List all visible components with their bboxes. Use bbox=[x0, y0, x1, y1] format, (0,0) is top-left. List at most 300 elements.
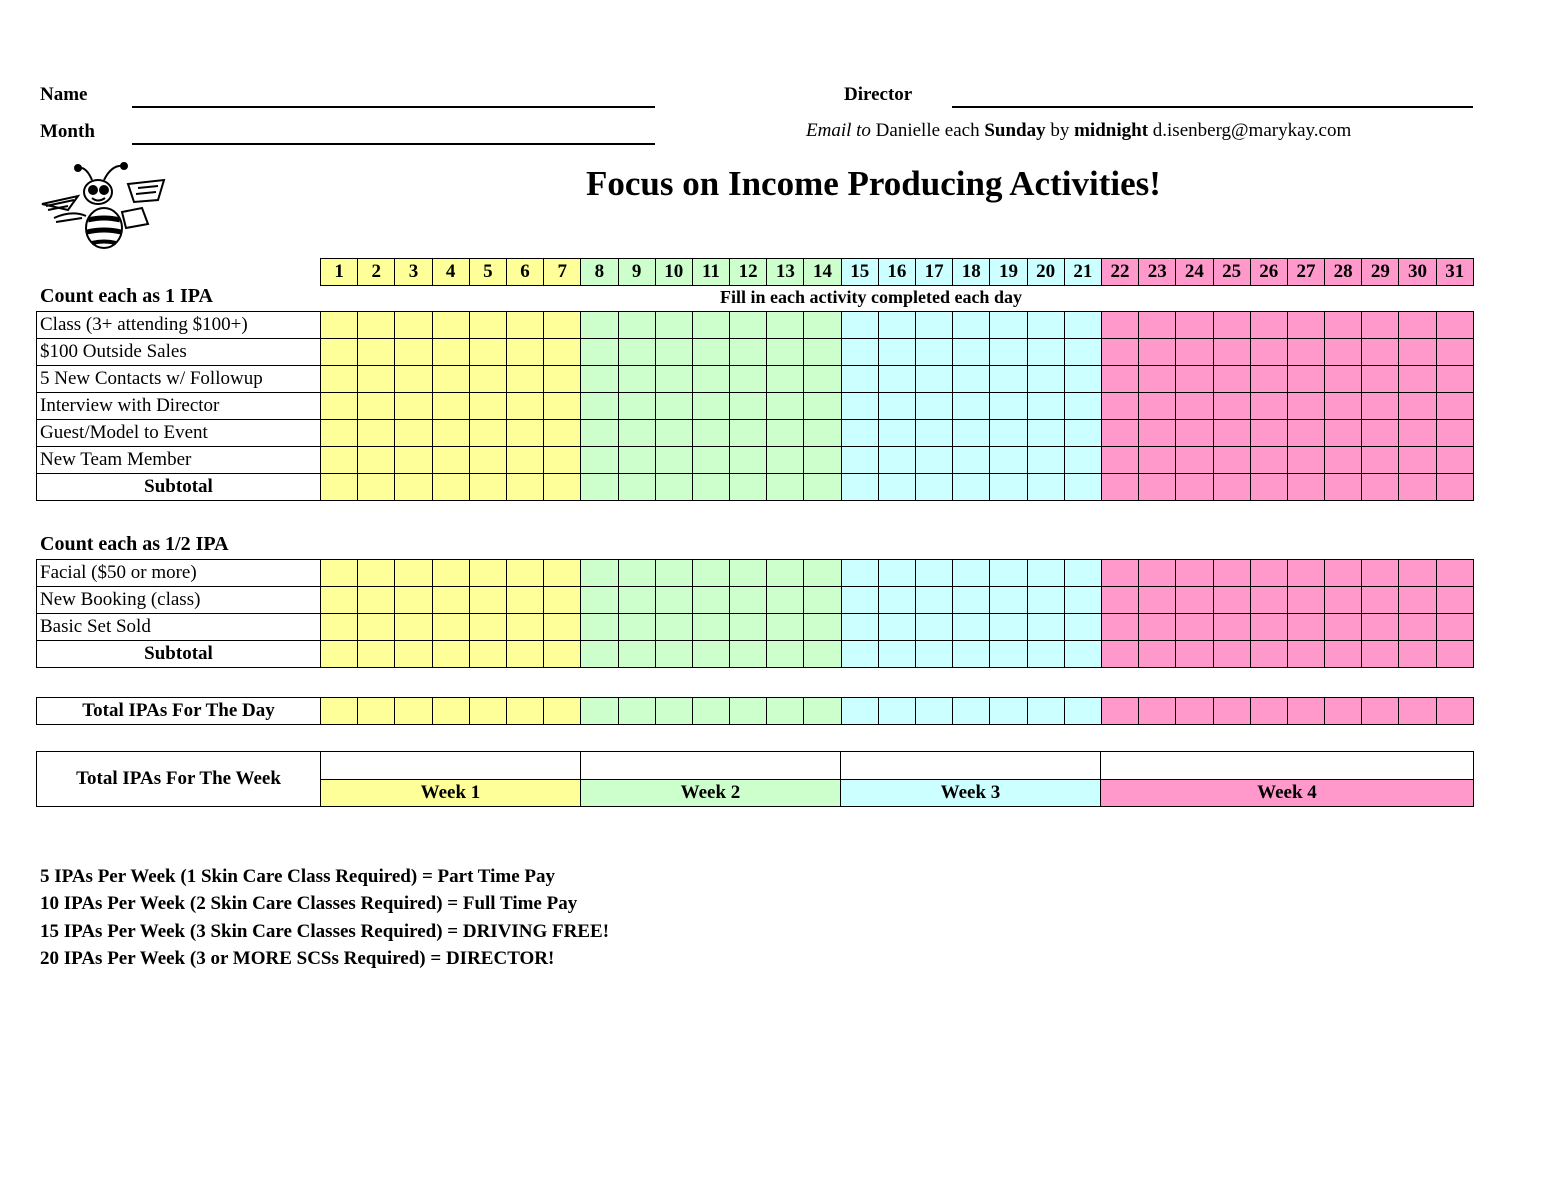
entry-cell[interactable] bbox=[1287, 614, 1324, 641]
entry-cell[interactable] bbox=[953, 312, 990, 339]
entry-cell[interactable] bbox=[1436, 587, 1473, 614]
entry-cell[interactable] bbox=[1362, 641, 1399, 668]
entry-cell[interactable] bbox=[655, 420, 692, 447]
entry-cell[interactable] bbox=[432, 587, 469, 614]
entry-cell[interactable] bbox=[692, 698, 729, 725]
entry-cell[interactable] bbox=[730, 560, 767, 587]
entry-cell[interactable] bbox=[1176, 339, 1213, 366]
entry-cell[interactable] bbox=[358, 698, 395, 725]
entry-cell[interactable] bbox=[432, 560, 469, 587]
entry-cell[interactable] bbox=[730, 614, 767, 641]
entry-cell[interactable] bbox=[767, 614, 804, 641]
entry-cell[interactable] bbox=[1101, 312, 1138, 339]
entry-cell[interactable] bbox=[878, 447, 915, 474]
entry-cell[interactable] bbox=[1139, 447, 1176, 474]
entry-cell[interactable] bbox=[804, 560, 841, 587]
entry-cell[interactable] bbox=[544, 393, 581, 420]
entry-cell[interactable] bbox=[1064, 312, 1101, 339]
entry-cell[interactable] bbox=[618, 560, 655, 587]
entry-cell[interactable] bbox=[804, 698, 841, 725]
entry-cell[interactable] bbox=[1250, 641, 1287, 668]
entry-cell[interactable] bbox=[953, 587, 990, 614]
entry-cell[interactable] bbox=[1250, 420, 1287, 447]
entry-cell[interactable] bbox=[1362, 339, 1399, 366]
entry-cell[interactable] bbox=[1101, 393, 1138, 420]
entry-cell[interactable] bbox=[990, 339, 1027, 366]
entry-cell[interactable] bbox=[1436, 641, 1473, 668]
entry-cell[interactable] bbox=[1139, 560, 1176, 587]
entry-cell[interactable] bbox=[730, 339, 767, 366]
entry-cell[interactable] bbox=[395, 698, 432, 725]
entry-cell[interactable] bbox=[1139, 393, 1176, 420]
director-field-line[interactable] bbox=[952, 106, 1473, 108]
entry-cell[interactable] bbox=[1325, 641, 1362, 668]
entry-cell[interactable] bbox=[655, 366, 692, 393]
entry-cell[interactable] bbox=[432, 366, 469, 393]
entry-cell[interactable] bbox=[1325, 312, 1362, 339]
entry-cell[interactable] bbox=[767, 339, 804, 366]
entry-cell[interactable] bbox=[544, 339, 581, 366]
entry-cell[interactable] bbox=[916, 339, 953, 366]
entry-cell[interactable] bbox=[1287, 312, 1324, 339]
entry-cell[interactable] bbox=[1287, 447, 1324, 474]
entry-cell[interactable] bbox=[581, 587, 618, 614]
entry-cell[interactable] bbox=[841, 393, 878, 420]
entry-cell[interactable] bbox=[1213, 560, 1250, 587]
entry-cell[interactable] bbox=[1362, 474, 1399, 501]
entry-cell[interactable] bbox=[730, 312, 767, 339]
entry-cell[interactable] bbox=[767, 641, 804, 668]
entry-cell[interactable] bbox=[655, 587, 692, 614]
entry-cell[interactable] bbox=[1325, 366, 1362, 393]
entry-cell[interactable] bbox=[1399, 560, 1436, 587]
entry-cell[interactable] bbox=[953, 393, 990, 420]
entry-cell[interactable] bbox=[321, 614, 358, 641]
entry-cell[interactable] bbox=[1064, 641, 1101, 668]
entry-cell[interactable] bbox=[358, 614, 395, 641]
entry-cell[interactable] bbox=[953, 560, 990, 587]
entry-cell[interactable] bbox=[916, 420, 953, 447]
entry-cell[interactable] bbox=[469, 587, 506, 614]
entry-cell[interactable] bbox=[1325, 698, 1362, 725]
entry-cell[interactable] bbox=[358, 587, 395, 614]
entry-cell[interactable] bbox=[1176, 393, 1213, 420]
entry-cell[interactable] bbox=[692, 312, 729, 339]
entry-cell[interactable] bbox=[1027, 339, 1064, 366]
entry-cell[interactable] bbox=[1064, 339, 1101, 366]
entry-cell[interactable] bbox=[469, 312, 506, 339]
entry-cell[interactable] bbox=[1027, 474, 1064, 501]
week3-total-cell[interactable] bbox=[841, 752, 1101, 780]
entry-cell[interactable] bbox=[990, 393, 1027, 420]
entry-cell[interactable] bbox=[1287, 641, 1324, 668]
entry-cell[interactable] bbox=[916, 587, 953, 614]
entry-cell[interactable] bbox=[953, 698, 990, 725]
entry-cell[interactable] bbox=[581, 641, 618, 668]
entry-cell[interactable] bbox=[1287, 393, 1324, 420]
entry-cell[interactable] bbox=[1325, 339, 1362, 366]
entry-cell[interactable] bbox=[395, 366, 432, 393]
week4-total-cell[interactable] bbox=[1101, 752, 1474, 780]
entry-cell[interactable] bbox=[1362, 420, 1399, 447]
entry-cell[interactable] bbox=[1064, 420, 1101, 447]
entry-cell[interactable] bbox=[1399, 447, 1436, 474]
entry-cell[interactable] bbox=[1436, 420, 1473, 447]
entry-cell[interactable] bbox=[655, 447, 692, 474]
entry-cell[interactable] bbox=[321, 698, 358, 725]
entry-cell[interactable] bbox=[878, 614, 915, 641]
entry-cell[interactable] bbox=[655, 474, 692, 501]
entry-cell[interactable] bbox=[804, 393, 841, 420]
entry-cell[interactable] bbox=[692, 447, 729, 474]
entry-cell[interactable] bbox=[1250, 698, 1287, 725]
entry-cell[interactable] bbox=[506, 393, 543, 420]
entry-cell[interactable] bbox=[767, 560, 804, 587]
entry-cell[interactable] bbox=[878, 560, 915, 587]
entry-cell[interactable] bbox=[1436, 312, 1473, 339]
entry-cell[interactable] bbox=[1325, 474, 1362, 501]
entry-cell[interactable] bbox=[916, 393, 953, 420]
entry-cell[interactable] bbox=[544, 312, 581, 339]
entry-cell[interactable] bbox=[953, 420, 990, 447]
entry-cell[interactable] bbox=[395, 339, 432, 366]
entry-cell[interactable] bbox=[1362, 587, 1399, 614]
entry-cell[interactable] bbox=[432, 698, 469, 725]
entry-cell[interactable] bbox=[1287, 366, 1324, 393]
entry-cell[interactable] bbox=[878, 393, 915, 420]
entry-cell[interactable] bbox=[1101, 641, 1138, 668]
entry-cell[interactable] bbox=[767, 474, 804, 501]
entry-cell[interactable] bbox=[544, 587, 581, 614]
entry-cell[interactable] bbox=[358, 447, 395, 474]
entry-cell[interactable] bbox=[730, 420, 767, 447]
entry-cell[interactable] bbox=[1436, 560, 1473, 587]
entry-cell[interactable] bbox=[1139, 698, 1176, 725]
entry-cell[interactable] bbox=[1139, 339, 1176, 366]
entry-cell[interactable] bbox=[1176, 447, 1213, 474]
entry-cell[interactable] bbox=[581, 614, 618, 641]
entry-cell[interactable] bbox=[1027, 560, 1064, 587]
entry-cell[interactable] bbox=[1399, 587, 1436, 614]
entry-cell[interactable] bbox=[1064, 447, 1101, 474]
entry-cell[interactable] bbox=[432, 420, 469, 447]
entry-cell[interactable] bbox=[730, 698, 767, 725]
entry-cell[interactable] bbox=[841, 614, 878, 641]
entry-cell[interactable] bbox=[506, 474, 543, 501]
entry-cell[interactable] bbox=[506, 339, 543, 366]
entry-cell[interactable] bbox=[469, 641, 506, 668]
entry-cell[interactable] bbox=[655, 393, 692, 420]
entry-cell[interactable] bbox=[1325, 587, 1362, 614]
entry-cell[interactable] bbox=[321, 420, 358, 447]
entry-cell[interactable] bbox=[1101, 339, 1138, 366]
entry-cell[interactable] bbox=[581, 312, 618, 339]
entry-cell[interactable] bbox=[395, 614, 432, 641]
entry-cell[interactable] bbox=[618, 698, 655, 725]
entry-cell[interactable] bbox=[581, 447, 618, 474]
entry-cell[interactable] bbox=[1325, 614, 1362, 641]
entry-cell[interactable] bbox=[953, 447, 990, 474]
entry-cell[interactable] bbox=[544, 420, 581, 447]
month-field-line[interactable] bbox=[132, 143, 655, 145]
entry-cell[interactable] bbox=[395, 447, 432, 474]
entry-cell[interactable] bbox=[469, 393, 506, 420]
entry-cell[interactable] bbox=[804, 614, 841, 641]
entry-cell[interactable] bbox=[618, 614, 655, 641]
entry-cell[interactable] bbox=[804, 641, 841, 668]
entry-cell[interactable] bbox=[1139, 474, 1176, 501]
entry-cell[interactable] bbox=[1101, 474, 1138, 501]
entry-cell[interactable] bbox=[581, 698, 618, 725]
entry-cell[interactable] bbox=[1101, 366, 1138, 393]
entry-cell[interactable] bbox=[1213, 587, 1250, 614]
entry-cell[interactable] bbox=[358, 312, 395, 339]
entry-cell[interactable] bbox=[358, 560, 395, 587]
entry-cell[interactable] bbox=[730, 641, 767, 668]
entry-cell[interactable] bbox=[358, 641, 395, 668]
entry-cell[interactable] bbox=[1250, 474, 1287, 501]
entry-cell[interactable] bbox=[953, 614, 990, 641]
entry-cell[interactable] bbox=[990, 447, 1027, 474]
entry-cell[interactable] bbox=[321, 339, 358, 366]
entry-cell[interactable] bbox=[1213, 312, 1250, 339]
entry-cell[interactable] bbox=[878, 312, 915, 339]
entry-cell[interactable] bbox=[469, 698, 506, 725]
entry-cell[interactable] bbox=[692, 393, 729, 420]
entry-cell[interactable] bbox=[953, 474, 990, 501]
entry-cell[interactable] bbox=[618, 393, 655, 420]
entry-cell[interactable] bbox=[469, 474, 506, 501]
entry-cell[interactable] bbox=[1250, 366, 1287, 393]
entry-cell[interactable] bbox=[1362, 312, 1399, 339]
entry-cell[interactable] bbox=[1250, 614, 1287, 641]
entry-cell[interactable] bbox=[1027, 366, 1064, 393]
entry-cell[interactable] bbox=[1399, 312, 1436, 339]
entry-cell[interactable] bbox=[1287, 420, 1324, 447]
entry-cell[interactable] bbox=[1064, 366, 1101, 393]
entry-cell[interactable] bbox=[730, 587, 767, 614]
entry-cell[interactable] bbox=[916, 614, 953, 641]
entry-cell[interactable] bbox=[432, 474, 469, 501]
entry-cell[interactable] bbox=[655, 560, 692, 587]
entry-cell[interactable] bbox=[1101, 420, 1138, 447]
week2-total-cell[interactable] bbox=[581, 752, 841, 780]
entry-cell[interactable] bbox=[506, 614, 543, 641]
entry-cell[interactable] bbox=[1139, 420, 1176, 447]
entry-cell[interactable] bbox=[1325, 393, 1362, 420]
entry-cell[interactable] bbox=[1250, 587, 1287, 614]
entry-cell[interactable] bbox=[581, 420, 618, 447]
entry-cell[interactable] bbox=[618, 339, 655, 366]
entry-cell[interactable] bbox=[692, 614, 729, 641]
entry-cell[interactable] bbox=[1064, 587, 1101, 614]
entry-cell[interactable] bbox=[506, 420, 543, 447]
entry-cell[interactable] bbox=[1287, 560, 1324, 587]
entry-cell[interactable] bbox=[990, 474, 1027, 501]
entry-cell[interactable] bbox=[321, 366, 358, 393]
entry-cell[interactable] bbox=[916, 560, 953, 587]
entry-cell[interactable] bbox=[767, 447, 804, 474]
entry-cell[interactable] bbox=[841, 366, 878, 393]
entry-cell[interactable] bbox=[841, 587, 878, 614]
entry-cell[interactable] bbox=[1027, 587, 1064, 614]
entry-cell[interactable] bbox=[1027, 641, 1064, 668]
entry-cell[interactable] bbox=[506, 312, 543, 339]
entry-cell[interactable] bbox=[804, 312, 841, 339]
entry-cell[interactable] bbox=[1176, 698, 1213, 725]
entry-cell[interactable] bbox=[990, 420, 1027, 447]
entry-cell[interactable] bbox=[1213, 698, 1250, 725]
entry-cell[interactable] bbox=[1027, 614, 1064, 641]
entry-cell[interactable] bbox=[1027, 393, 1064, 420]
entry-cell[interactable] bbox=[1436, 614, 1473, 641]
entry-cell[interactable] bbox=[1213, 447, 1250, 474]
entry-cell[interactable] bbox=[432, 447, 469, 474]
entry-cell[interactable] bbox=[506, 587, 543, 614]
entry-cell[interactable] bbox=[655, 312, 692, 339]
entry-cell[interactable] bbox=[1287, 698, 1324, 725]
entry-cell[interactable] bbox=[506, 447, 543, 474]
entry-cell[interactable] bbox=[1399, 420, 1436, 447]
entry-cell[interactable] bbox=[506, 366, 543, 393]
entry-cell[interactable] bbox=[1176, 560, 1213, 587]
entry-cell[interactable] bbox=[1176, 614, 1213, 641]
entry-cell[interactable] bbox=[618, 366, 655, 393]
entry-cell[interactable] bbox=[581, 393, 618, 420]
entry-cell[interactable] bbox=[1362, 447, 1399, 474]
entry-cell[interactable] bbox=[1176, 474, 1213, 501]
entry-cell[interactable] bbox=[916, 698, 953, 725]
entry-cell[interactable] bbox=[730, 393, 767, 420]
entry-cell[interactable] bbox=[1176, 420, 1213, 447]
entry-cell[interactable] bbox=[469, 420, 506, 447]
entry-cell[interactable] bbox=[1250, 560, 1287, 587]
entry-cell[interactable] bbox=[1213, 641, 1250, 668]
entry-cell[interactable] bbox=[321, 560, 358, 587]
name-field-line[interactable] bbox=[132, 106, 655, 108]
entry-cell[interactable] bbox=[1250, 339, 1287, 366]
entry-cell[interactable] bbox=[1139, 614, 1176, 641]
entry-cell[interactable] bbox=[358, 339, 395, 366]
entry-cell[interactable] bbox=[1213, 420, 1250, 447]
entry-cell[interactable] bbox=[1139, 366, 1176, 393]
entry-cell[interactable] bbox=[1176, 641, 1213, 668]
entry-cell[interactable] bbox=[1436, 366, 1473, 393]
entry-cell[interactable] bbox=[916, 312, 953, 339]
entry-cell[interactable] bbox=[1027, 698, 1064, 725]
entry-cell[interactable] bbox=[655, 614, 692, 641]
entry-cell[interactable] bbox=[1325, 447, 1362, 474]
entry-cell[interactable] bbox=[1436, 447, 1473, 474]
entry-cell[interactable] bbox=[321, 393, 358, 420]
entry-cell[interactable] bbox=[544, 698, 581, 725]
entry-cell[interactable] bbox=[1176, 587, 1213, 614]
entry-cell[interactable] bbox=[1213, 366, 1250, 393]
entry-cell[interactable] bbox=[358, 366, 395, 393]
entry-cell[interactable] bbox=[321, 641, 358, 668]
entry-cell[interactable] bbox=[692, 641, 729, 668]
entry-cell[interactable] bbox=[1362, 393, 1399, 420]
entry-cell[interactable] bbox=[878, 698, 915, 725]
entry-cell[interactable] bbox=[1064, 614, 1101, 641]
entry-cell[interactable] bbox=[841, 641, 878, 668]
entry-cell[interactable] bbox=[841, 447, 878, 474]
entry-cell[interactable] bbox=[1250, 447, 1287, 474]
entry-cell[interactable] bbox=[878, 366, 915, 393]
entry-cell[interactable] bbox=[618, 447, 655, 474]
entry-cell[interactable] bbox=[321, 587, 358, 614]
entry-cell[interactable] bbox=[804, 587, 841, 614]
entry-cell[interactable] bbox=[506, 560, 543, 587]
entry-cell[interactable] bbox=[804, 339, 841, 366]
entry-cell[interactable] bbox=[767, 393, 804, 420]
entry-cell[interactable] bbox=[469, 614, 506, 641]
entry-cell[interactable] bbox=[692, 587, 729, 614]
entry-cell[interactable] bbox=[655, 339, 692, 366]
entry-cell[interactable] bbox=[841, 420, 878, 447]
entry-cell[interactable] bbox=[730, 447, 767, 474]
entry-cell[interactable] bbox=[618, 474, 655, 501]
entry-cell[interactable] bbox=[1399, 641, 1436, 668]
entry-cell[interactable] bbox=[990, 614, 1027, 641]
entry-cell[interactable] bbox=[1064, 393, 1101, 420]
entry-cell[interactable] bbox=[841, 339, 878, 366]
entry-cell[interactable] bbox=[1027, 447, 1064, 474]
entry-cell[interactable] bbox=[1101, 560, 1138, 587]
entry-cell[interactable] bbox=[1436, 474, 1473, 501]
entry-cell[interactable] bbox=[469, 447, 506, 474]
entry-cell[interactable] bbox=[767, 420, 804, 447]
entry-cell[interactable] bbox=[1436, 393, 1473, 420]
entry-cell[interactable] bbox=[841, 312, 878, 339]
entry-cell[interactable] bbox=[618, 641, 655, 668]
entry-cell[interactable] bbox=[618, 420, 655, 447]
entry-cell[interactable] bbox=[581, 560, 618, 587]
entry-cell[interactable] bbox=[1325, 420, 1362, 447]
entry-cell[interactable] bbox=[1213, 614, 1250, 641]
entry-cell[interactable] bbox=[469, 339, 506, 366]
entry-cell[interactable] bbox=[544, 560, 581, 587]
entry-cell[interactable] bbox=[1101, 614, 1138, 641]
entry-cell[interactable] bbox=[1139, 641, 1176, 668]
entry-cell[interactable] bbox=[581, 339, 618, 366]
entry-cell[interactable] bbox=[804, 366, 841, 393]
entry-cell[interactable] bbox=[916, 447, 953, 474]
entry-cell[interactable] bbox=[916, 366, 953, 393]
entry-cell[interactable] bbox=[395, 474, 432, 501]
entry-cell[interactable] bbox=[841, 560, 878, 587]
entry-cell[interactable] bbox=[878, 420, 915, 447]
entry-cell[interactable] bbox=[321, 312, 358, 339]
entry-cell[interactable] bbox=[1213, 339, 1250, 366]
entry-cell[interactable] bbox=[990, 560, 1027, 587]
entry-cell[interactable] bbox=[432, 614, 469, 641]
entry-cell[interactable] bbox=[1362, 366, 1399, 393]
entry-cell[interactable] bbox=[544, 366, 581, 393]
entry-cell[interactable] bbox=[395, 420, 432, 447]
entry-cell[interactable] bbox=[804, 420, 841, 447]
entry-cell[interactable] bbox=[1399, 614, 1436, 641]
entry-cell[interactable] bbox=[804, 447, 841, 474]
entry-cell[interactable] bbox=[767, 698, 804, 725]
entry-cell[interactable] bbox=[544, 641, 581, 668]
entry-cell[interactable] bbox=[395, 641, 432, 668]
entry-cell[interactable] bbox=[1287, 474, 1324, 501]
entry-cell[interactable] bbox=[990, 366, 1027, 393]
entry-cell[interactable] bbox=[990, 312, 1027, 339]
entry-cell[interactable] bbox=[395, 312, 432, 339]
entry-cell[interactable] bbox=[1027, 420, 1064, 447]
